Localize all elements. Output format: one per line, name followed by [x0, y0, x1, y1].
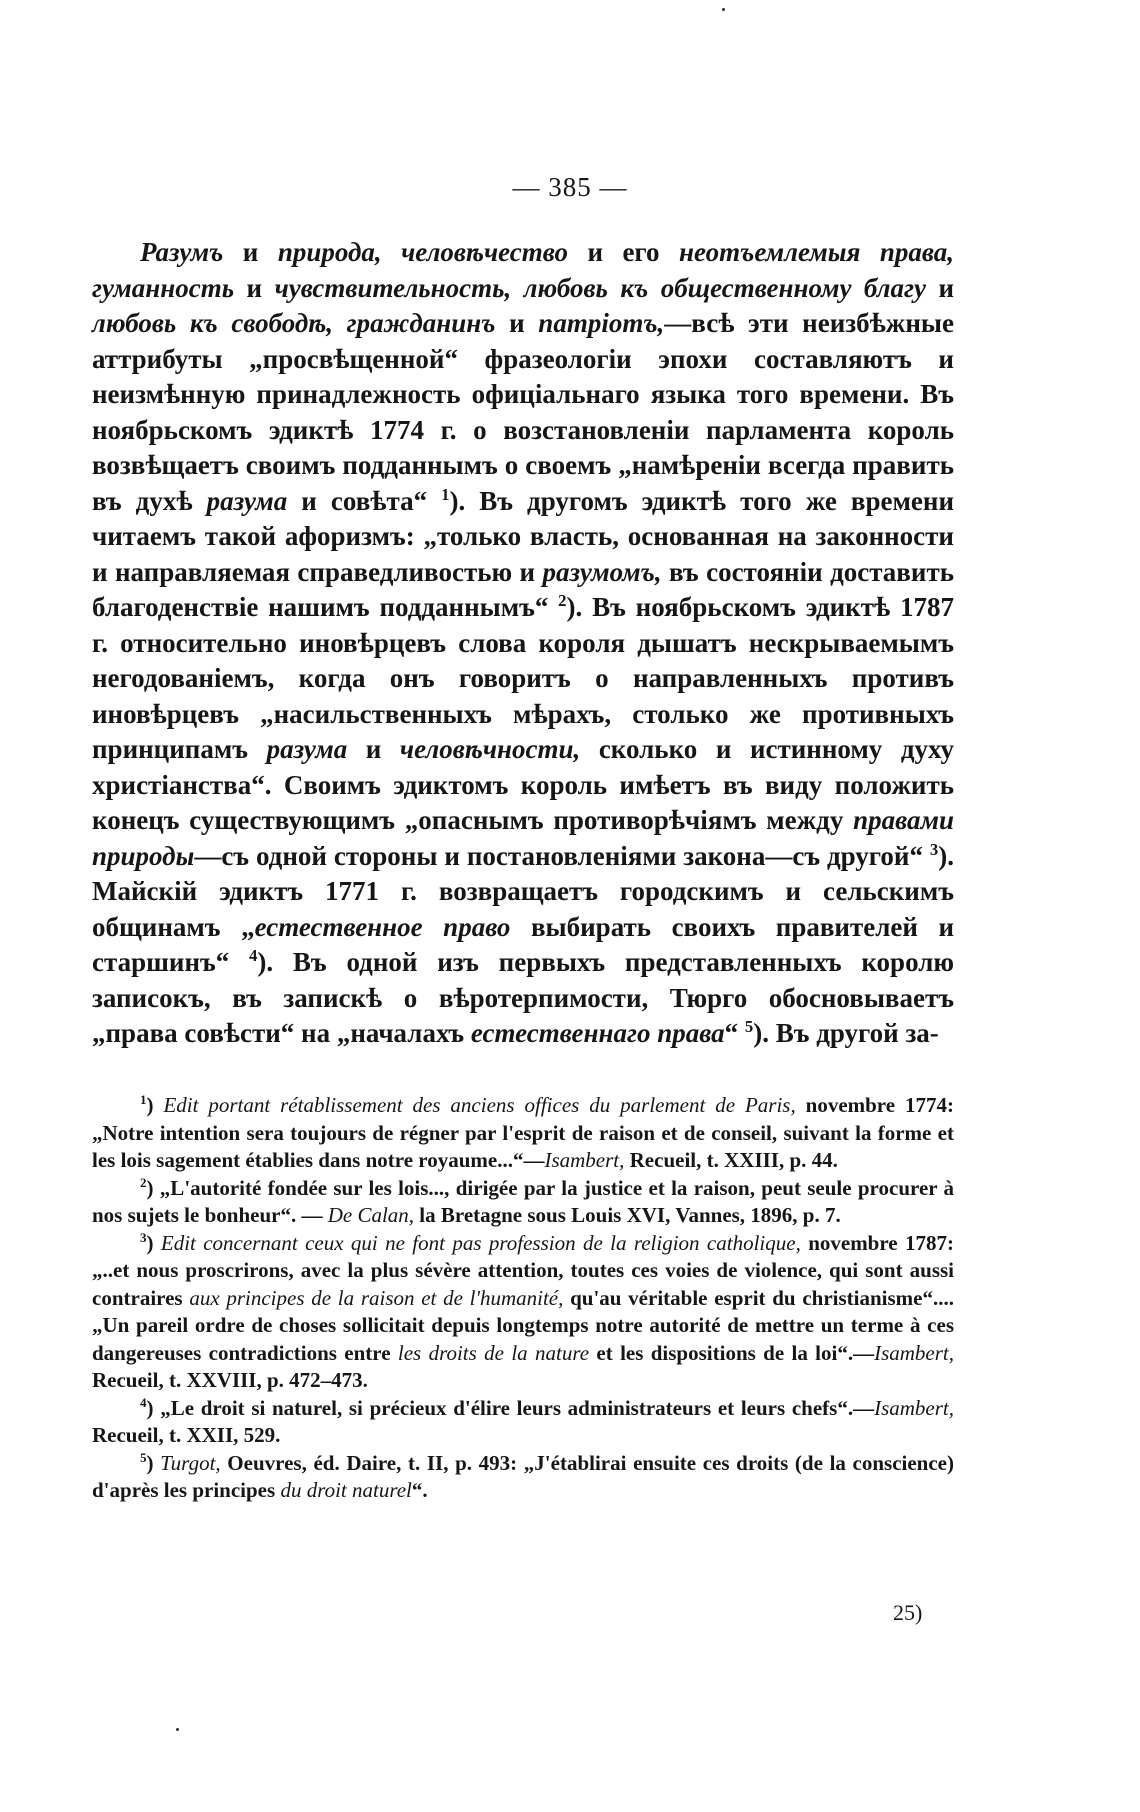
paragraph-span: естественнаго права	[470, 1018, 725, 1048]
paragraph-span: природа,	[277, 237, 382, 267]
footnote-span: “.	[411, 1478, 428, 1502]
footnote-4: $^4$) „Le droit si naturel, si précieux d'élire leurs administrateurs et leurs chefs“.—Isambert, Recueil, t. XXII, 529.	[92, 1394, 954, 1447]
footnote-span: et les dispositions de la loi“.—	[589, 1340, 875, 1365]
paragraph-span: —съ одной стороны и постановленіями закона—съ другой“	[194, 840, 930, 871]
footnote-span: Edit portant rétablissement des anciens offices du parlement de Paris,	[163, 1093, 796, 1117]
paragraph-span: патріотъ,	[538, 308, 665, 338]
footnote-ref: 4	[249, 946, 258, 965]
paragraph-span: ). Въ другой за-	[753, 1018, 939, 1048]
footnote-ref: 3	[929, 839, 939, 859]
paragraph-span: правами природы	[92, 805, 954, 871]
footnote-span: Recueil, t. XXVIII, p. 472–473.	[92, 1368, 368, 1392]
main-paragraph	[92, 235, 954, 1052]
paragraph-span: Разумъ	[140, 237, 224, 267]
footnotes	[92, 1092, 954, 1505]
footnote-3: $^3$) Edit concernant ceux qui ne font pas profession de la religion catholique, novembre 1787: „..et nous proscrirons, avec la plus sévère attention, toutes ces voies de violence, qui sont aussi contraires aux principes de la raison et de l'humanité, qu'au véritable esprit du christianisme“.... „Un pareil ordre de choses sollicitait depuis longtemps notre autorité de mettre un terme à ces dangereuses contradictions entre les droits de la nature et les dispositions de la loi“.—Isambert, Recueil, t. XXVIII, p. 472–473.	[92, 1229, 955, 1392]
footnote-span: aux principes de la raison et de l'humanité,	[189, 1285, 564, 1310]
footnote-mark: 2	[140, 1174, 147, 1190]
paragraph-span: человѣчности,	[399, 734, 581, 764]
footnote-mark: 5	[140, 1449, 147, 1465]
signature-mark: 25)	[893, 1600, 923, 1625]
footnote-span: „L'autorité fondée sur les lois..., dirigée par la justice et la raison, peut seule procurer à nos sujets le bonheur“. —	[92, 1175, 954, 1227]
paragraph-span: любовь къ свободѣ, гражданинъ	[92, 308, 496, 338]
paragraph-span: “	[724, 1018, 745, 1048]
footnote-span: du droit naturel	[280, 1478, 412, 1502]
footnote-mark: 1	[140, 1092, 147, 1107]
footnote-span: De Calan,	[327, 1203, 415, 1227]
footnote-span: Isambert,	[544, 1148, 625, 1172]
footnote-span: Recueil, t. XXII, 529.	[92, 1423, 281, 1447]
paragraph-span: разума	[206, 485, 288, 516]
paragraph-span: и его	[568, 237, 679, 267]
paragraph-span: и	[234, 272, 275, 303]
print-speck	[722, 8, 725, 11]
paragraph-span: разума	[266, 734, 348, 764]
footnote-ref: 1	[441, 484, 450, 504]
paragraph-span: и совѣта“	[287, 485, 442, 516]
paragraph-span: чувствительность, любовь къ общественному благу	[274, 272, 926, 303]
footnote-mark: 4	[140, 1394, 147, 1410]
footnote-mark: 3	[140, 1229, 147, 1245]
footnote-span: „Le droit si naturel, si précieux d'élire leurs administrateurs et leurs chefs“.—	[153, 1395, 875, 1420]
footnote-span: Oeuvres, éd. Daire, t. II, p. 493: „J'établirai ensuite ces droits (de la conscience) d'après les principes	[92, 1450, 954, 1502]
page-number: — 385 —	[512, 172, 628, 202]
paragraph-span: и	[495, 308, 539, 338]
footnote-span: qu'au véritable esprit du christianisme“.... „Un pareil ordre de choses sollicitait depuis longtemps notre autorité de mettre un terme à ces dangereuses contradictions entre	[92, 1285, 954, 1365]
footnote-ref: 2	[558, 591, 567, 610]
paragraph-span: естественное право	[254, 911, 511, 942]
paragraph-span: сколько и истинному духу христіанства“. Своимъ эдиктомъ король имѣетъ въ виду положить конецъ существующимъ „опаснымъ противорѣчіямъ между	[92, 734, 954, 835]
print-speck	[176, 1728, 179, 1731]
paragraph-span: ). Въ другомъ эдиктѣ того же времени читаемъ такой афоризмъ: „только власть, основанная на законности и направляемая справедливостью и	[92, 485, 955, 587]
paragraph-span: ). Въ ноябрьскомъ эдиктѣ 1787 г. относительно иновѣрцевъ слова короля дышатъ нескрываемымъ негодованіемъ, когда онъ говоритъ о направленныхъ противъ иновѣрцевъ „насильственныхъ мѣрахъ, столько же противныхъ принципамъ	[92, 592, 954, 764]
paragraph-span: человѣчество	[401, 237, 568, 267]
footnote-span: Isambert,	[874, 1395, 954, 1420]
footnote-span: novembre 1774: „Notre intention sera toujours de régner par l'esprit de raison et de conseil, suivant la forme et les lois sagement établies dans notre royaume...“—	[92, 1093, 954, 1172]
paragraph-span: —всѣ эти неизбѣжные аттрибуты „просвѣщенной“ фразеологіи эпохи составляютъ и неизмѣнную принадлежность офиціальнаго языка того времени. Въ ноябрьскомъ эдиктѣ 1774 г. о возстановленіи парламента король возвѣщаетъ своимъ подданнымъ о своемъ „намѣреніи всегда править въ духѣ	[92, 308, 955, 516]
footnote-ref: 5	[744, 1017, 754, 1036]
footnote-1: $^1$) Edit portant rétablissement des anciens offices du parlement de Paris, novembre 1774: „Notre intention sera toujours de régner par l'esprit de raison et de conseil, suivant la forme et les lois sagement établies dans notre royaume...“—Isambert, Recueil, t. XXIII, p. 44.	[92, 1092, 954, 1172]
paragraph-span: выбирать своихъ правителей и старшинъ“	[92, 911, 955, 977]
paragraph-span: ). Майскій эдиктъ 1771 г. возвращаетъ городскимъ и сельскимъ общинамъ „	[92, 840, 954, 942]
paragraph-span: и	[926, 272, 955, 303]
footnote-2: $^2$) „L'autorité fondée sur les lois..., dirigée par la justice et la raison, peut seule procurer à nos sujets le bonheur“. — De Calan, la Bretagne sous Louis XVI, Vannes, 1896, p. 7.	[92, 1174, 954, 1227]
paragraph-span: разумомъ,	[542, 556, 662, 587]
footnote-span: Isambert,	[874, 1340, 955, 1365]
paragraph-span: неотъемлемыя права, гуманность	[92, 237, 955, 303]
footnote-span: Turgot,	[160, 1450, 221, 1475]
footnote-5: $^5$) Turgot, Oeuvres, éd. Daire, t. II, p. 493: „J'établirai ensuite ces droits (de la conscience) d'après les principes du droit naturel“.	[92, 1449, 954, 1502]
paragraph-span: въ состояніи доставить благоденствіе нашимъ подданнымъ“	[92, 556, 954, 622]
footnote-span: Edit concernant ceux qui ne font pas profession de la religion catholique,	[160, 1230, 801, 1255]
footnote-span: Recueil, t. XXIII, p. 44.	[624, 1148, 838, 1172]
paragraph-span: и	[347, 734, 400, 764]
paragraph-span: ). Въ одной изъ первыхъ представленныхъ королю записокъ, въ запискѣ о вѣротерпимости, Тюрго обосновываетъ „права совѣсти“ на „началахъ	[92, 947, 954, 1048]
footnote-span: la Bretagne sous Louis XVI, Vannes, 1896, p. 7.	[414, 1203, 841, 1227]
paragraph-span	[382, 237, 401, 267]
paragraph-span: и	[223, 237, 278, 267]
footnote-span: les droits de la nature	[397, 1340, 590, 1365]
footnote-span: novembre 1787: „..et nous proscrirons, avec la plus sévère attention, toutes ces voies de violence, qui sont aussi contraires	[92, 1230, 954, 1310]
